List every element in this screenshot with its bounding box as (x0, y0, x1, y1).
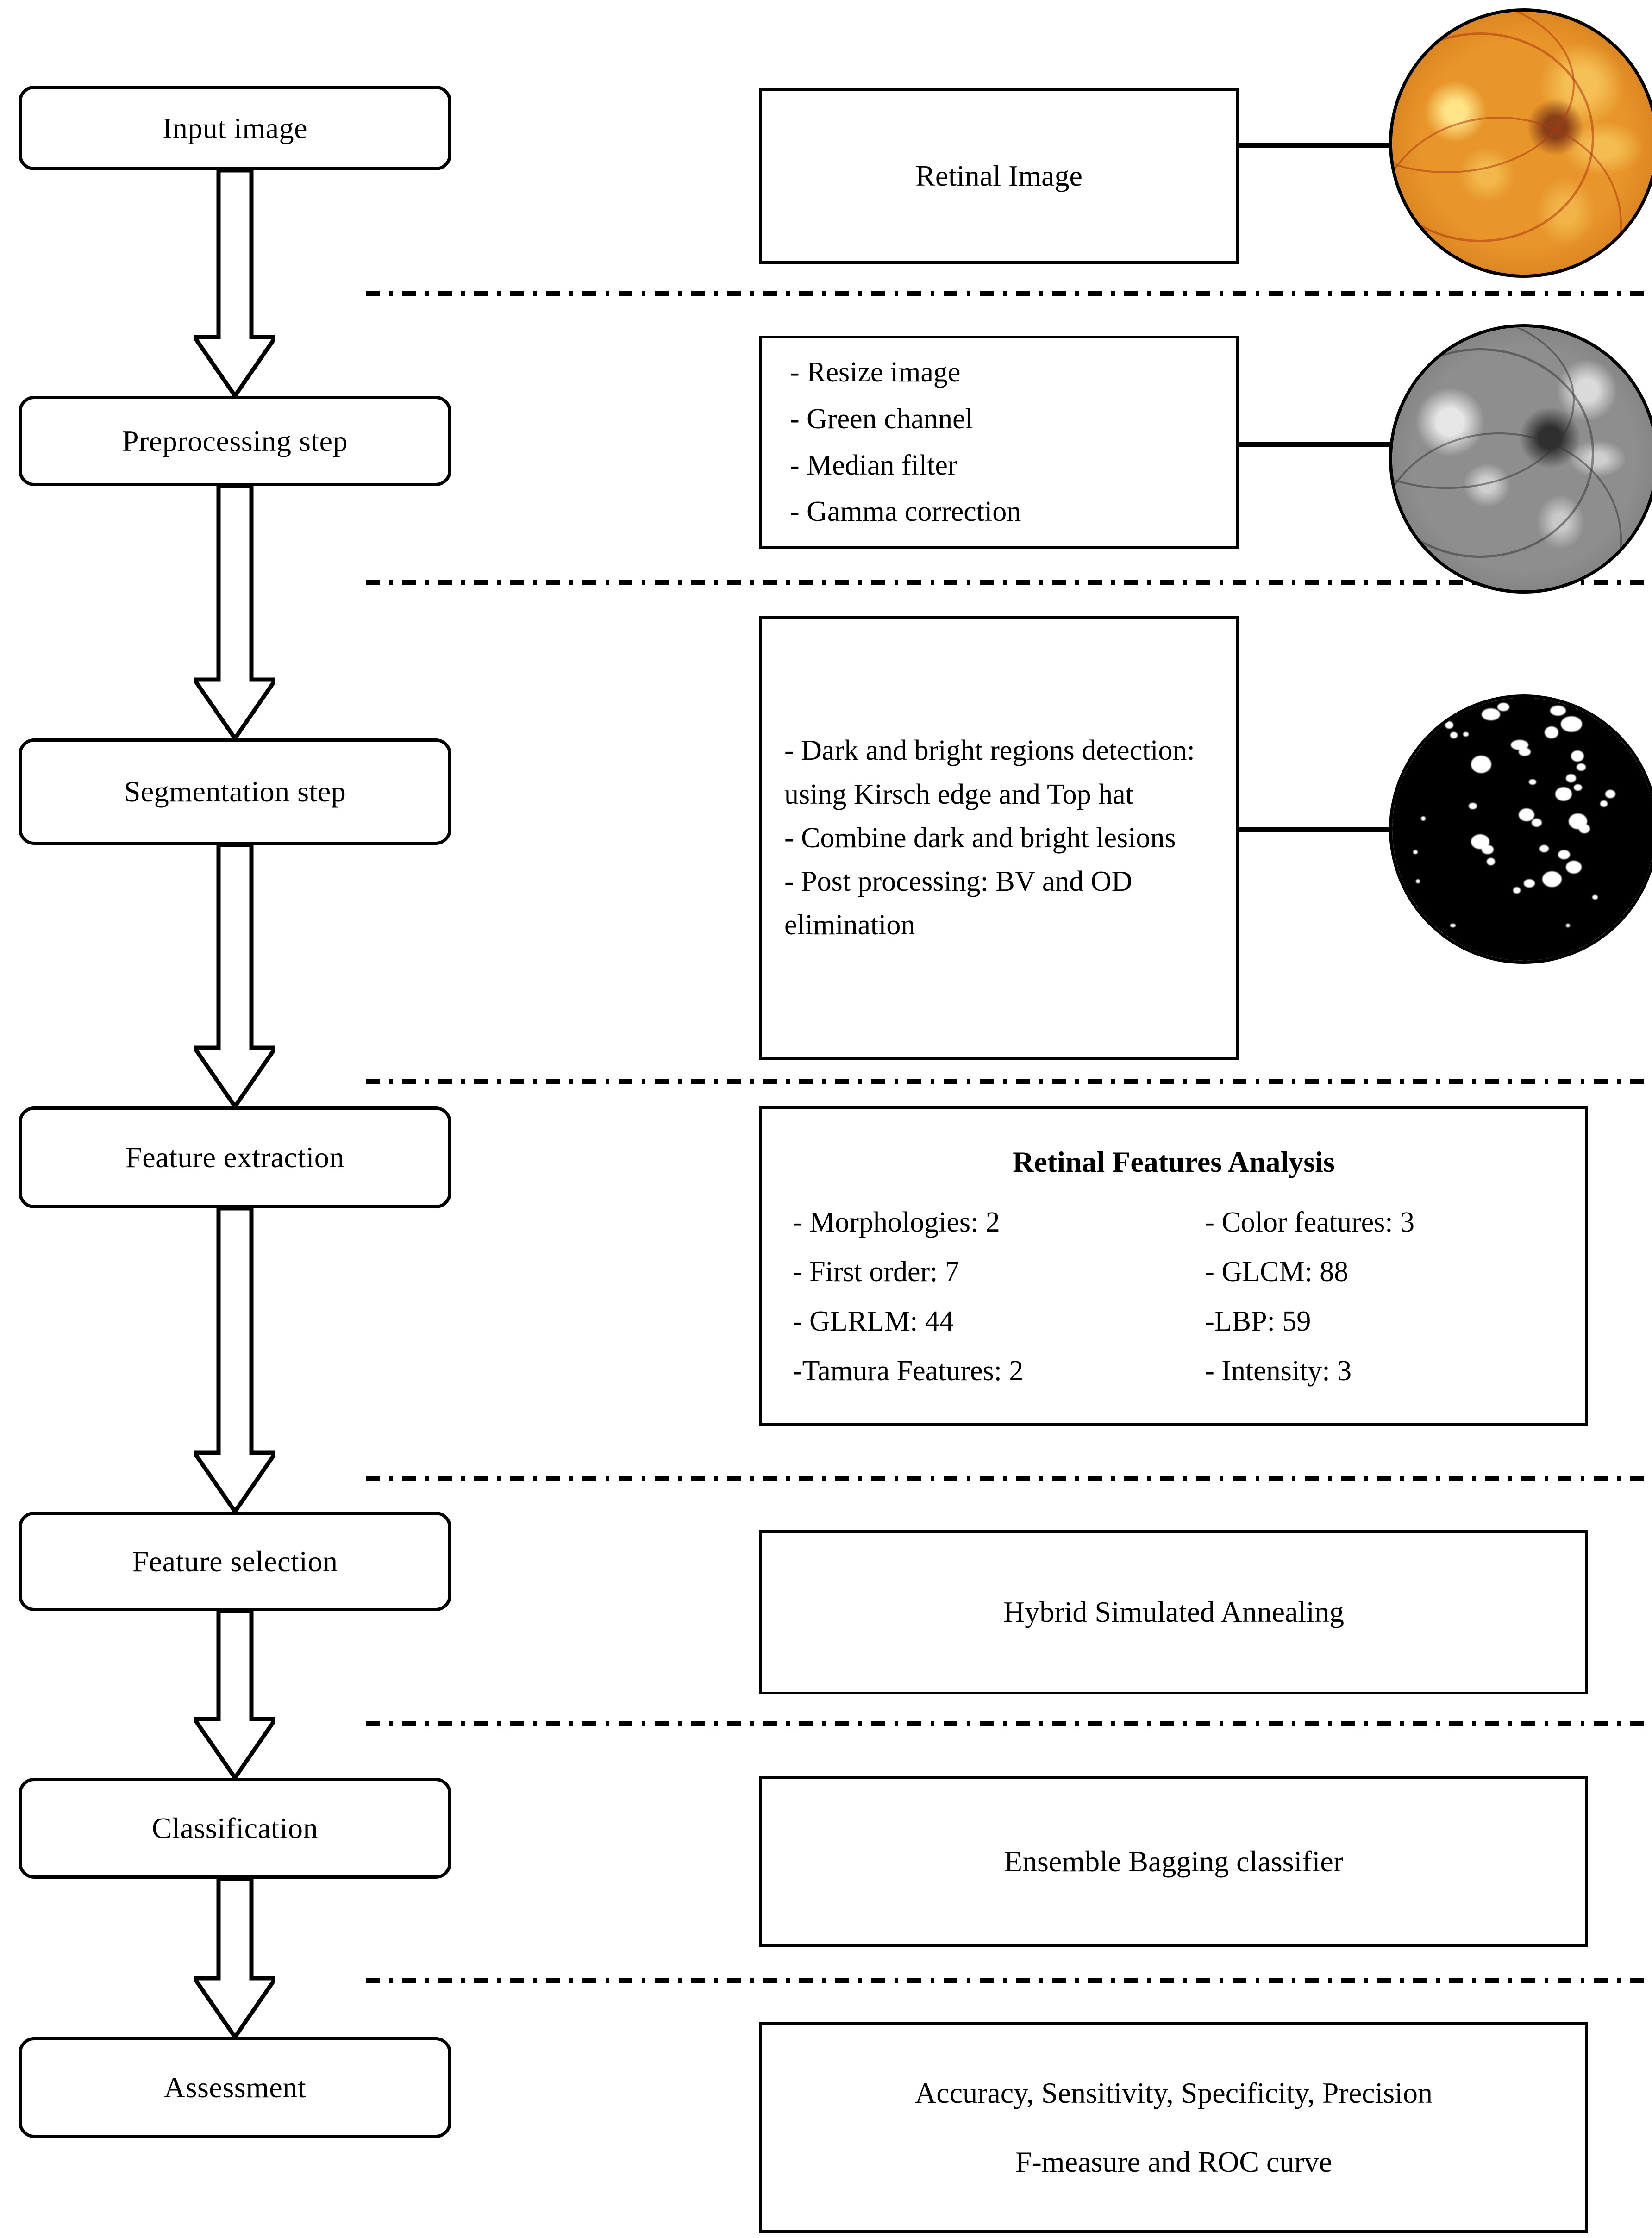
feature-glrlm: - GLRLM: 44 (793, 1306, 954, 1337)
lesion-blob (1482, 708, 1500, 720)
separator-after-segmentation (366, 1079, 1652, 1084)
segmentation-bullet-2: - Post processing: BV and OD elimination (784, 866, 1133, 941)
step-box-classification[interactable] (19, 1778, 451, 1879)
assessment-metrics-line-1: F-measure and ROC curve (1015, 2145, 1333, 2178)
preprocessing-bullet-0: - Resize image (790, 356, 961, 388)
segmentation-bullet-0: - Dark and bright regions detection: using Kirsch edge and Top hat (784, 735, 1195, 810)
detail-box-hybrid-simulated-annealing[interactable] (759, 1530, 1588, 1694)
lesion-blob (1566, 861, 1582, 874)
flow-arrow-preprocessing-to-segmentation (194, 486, 275, 738)
lesion-blob (1469, 803, 1477, 809)
detail-box-retinal-image[interactable] (759, 88, 1239, 264)
lesion-blob (1416, 879, 1420, 883)
preprocessing-bullet-3: - Gamma correction (790, 496, 1021, 528)
detail-title-retinal-image: Retinal Image (915, 159, 1083, 192)
binary-lesion-mask-image (1389, 694, 1652, 964)
detail-box-retinal-features-analysis[interactable] (759, 1106, 1588, 1426)
segmentation-bullet-list (762, 729, 1236, 947)
detail-title-ensemble-bagging-classifier: Ensemble Bagging classifier (1004, 1844, 1344, 1878)
step-label-feature-extraction: Feature extraction (125, 1141, 344, 1174)
lesion-blob (1600, 800, 1608, 807)
preprocessing-bullet-2: - Median filter (790, 450, 957, 481)
lesion-blob (1550, 706, 1566, 716)
detail-box-segmentation-steps[interactable] (759, 616, 1239, 1060)
separator-after-classification (366, 1978, 1652, 1983)
color-fundus-retinal-image (1389, 8, 1652, 278)
step-label-assessment: Assessment (163, 2071, 307, 2104)
lesion-blob (1519, 808, 1534, 821)
connector-line-input-image (1239, 143, 1391, 148)
detail-title-hybrid-simulated-annealing: Hybrid Simulated Annealing (1003, 1595, 1344, 1629)
assessment-metrics-line-0: Accuracy, Sensitivity, Specificity, Precision (915, 2076, 1433, 2110)
lesion-blob (1524, 879, 1535, 888)
lesion-blob (1561, 716, 1582, 732)
mask-background (1392, 698, 1652, 961)
step-box-feature-extraction[interactable] (19, 1106, 451, 1208)
feature-color-features: - Color features: 3 (1205, 1207, 1415, 1238)
lesion-blob (1592, 895, 1598, 900)
flow-arrow-feature-selection-to-classification (194, 1611, 275, 1778)
step-box-input-image[interactable] (19, 86, 451, 170)
flow-arrow-input-to-preprocessing (194, 170, 275, 396)
separator-after-input (366, 291, 1652, 296)
step-label-classification: Classification (152, 1812, 318, 1845)
lesion-blob (1566, 774, 1576, 782)
lesion-blob (1445, 721, 1453, 729)
connector-line-segmentation-image (1239, 827, 1391, 832)
preprocessing-bullet-1: - Green channel (790, 403, 973, 435)
step-box-assessment[interactable] (19, 2037, 451, 2138)
lesion-blob (1605, 790, 1615, 798)
segmentation-bullet-1: - Combine dark and bright lesions (784, 822, 1176, 854)
features-analysis-title: Retinal Features Analysis (1013, 1145, 1335, 1178)
step-box-segmentation[interactable] (19, 738, 451, 845)
detail-box-assessment-metrics[interactable] (759, 2022, 1588, 2233)
feature-tamura: -Tamura Features: 2 (793, 1355, 1024, 1387)
feature-first-order: - First order: 7 (793, 1256, 959, 1288)
lesion-blob (1571, 750, 1584, 762)
separator-after-feature-extraction (366, 1476, 1652, 1481)
lesion-blob (1577, 763, 1586, 771)
step-label-feature-selection: Feature selection (132, 1544, 338, 1578)
lesion-blob (1450, 732, 1458, 738)
grayscale-preprocessed-retinal-image (1389, 324, 1652, 594)
step-label-segmentation: Segmentation step (124, 775, 346, 808)
step-label-preprocessing: Preprocessing step (122, 424, 348, 457)
feature-lbp: -LBP: 59 (1205, 1306, 1311, 1337)
step-box-preprocessing[interactable] (19, 396, 451, 486)
lesion-blob (1519, 748, 1531, 756)
flow-arrow-classification-to-assessment (194, 1879, 275, 2037)
step-box-feature-selection[interactable] (19, 1512, 451, 1611)
feature-morphologies: - Morphologies: 2 (793, 1207, 1000, 1238)
lesion-blob (1579, 824, 1590, 833)
lesion-blob (1542, 871, 1562, 887)
flow-arrow-feature-extraction-to-feature-selection (194, 1208, 275, 1512)
connector-line-preprocessing-image (1239, 442, 1391, 447)
separator-after-feature-selection (366, 1721, 1652, 1726)
step-label-input-image: Input image (163, 111, 307, 144)
features-grid (762, 1206, 1585, 1388)
feature-intensity: - Intensity: 3 (1205, 1355, 1352, 1387)
detail-box-preprocessing-steps[interactable] (759, 336, 1239, 549)
detail-box-ensemble-bagging-classifier[interactable] (759, 1776, 1588, 1947)
flow-arrow-segmentation-to-feature-extraction (194, 845, 275, 1106)
preprocessing-bullet-list (762, 349, 1236, 535)
feature-glcm: - GLCM: 88 (1205, 1256, 1349, 1288)
